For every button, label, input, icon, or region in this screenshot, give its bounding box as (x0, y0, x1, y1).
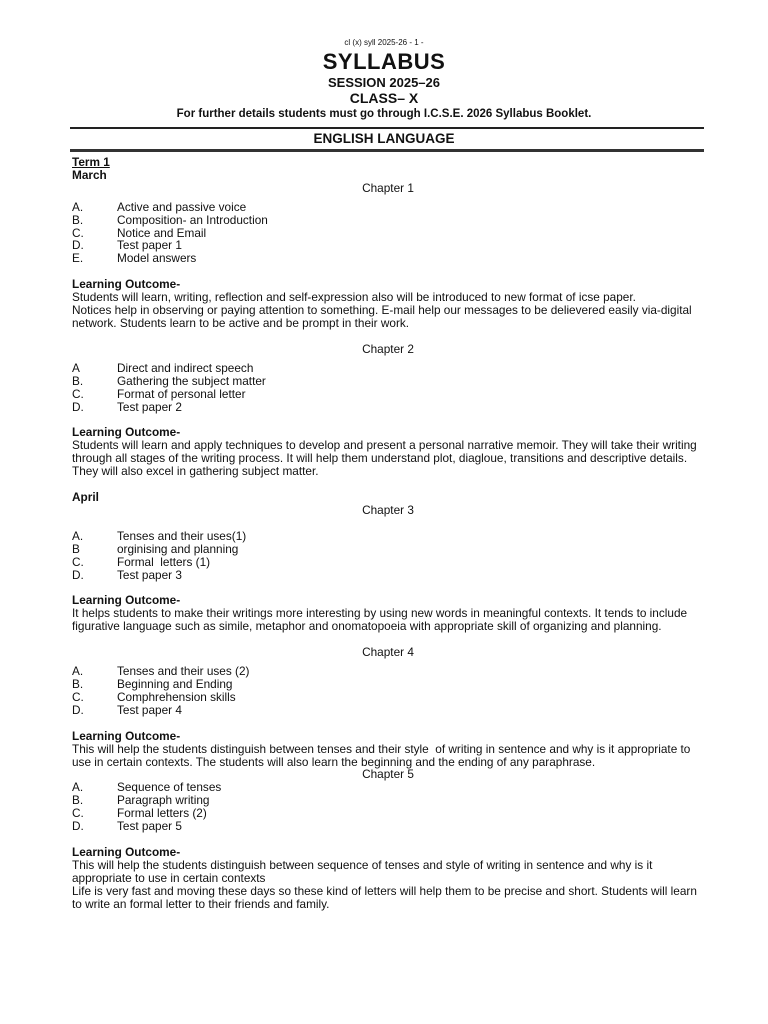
learning-outcome-text: Life is very fast and moving these days so these kind of letters will help them to be precise and short. Students will learn to write an formal letter to their friends and family. (72, 883, 697, 911)
learning-outcome-heading: Learning Outcome- (72, 277, 181, 292)
list-item (72, 678, 704, 691)
item-text: Format of personal letter (117, 386, 246, 401)
list-item (72, 214, 704, 227)
topic-list (72, 781, 704, 833)
item-text: Notice and Email (117, 225, 207, 240)
item-text: Model answers (117, 251, 197, 266)
item-letter: C. (72, 554, 84, 569)
document-reference: cl (x) syll 2025-26 - 1 - (344, 38, 424, 47)
item-letter: C. (72, 689, 84, 704)
item-letter: A. (72, 528, 84, 543)
item-letter: A. (72, 780, 84, 795)
item-letter: B (72, 541, 80, 556)
topic-list (72, 362, 704, 414)
item-letter: A. (72, 664, 84, 679)
item-text: Paragraph writing (117, 793, 210, 808)
learning-outcome-text: This will help the students distinguish between tenses and their style of writing in sentence and why is it appropriate to use in certain contexts. The students will also learn the beginning and the ending of any paraphrase. (72, 741, 694, 769)
list-item (72, 362, 704, 375)
item-letter: B. (72, 677, 84, 691)
learning-outcome-text: This will help the students distinguish between sequence of tenses and style of writing in sentence and why is it appropriate to use in certain contexts (72, 857, 653, 885)
item-text: Test paper 5 (117, 819, 182, 834)
learning-outcome-heading: Learning Outcome- (72, 593, 181, 608)
list-item (72, 820, 704, 833)
subject-heading: ENGLISH LANGUAGE (313, 131, 455, 146)
item-letter: C. (72, 806, 84, 821)
item-text: Beginning and Ending (117, 677, 233, 691)
item-letter: B. (72, 793, 84, 808)
list-item (72, 252, 704, 265)
item-text: Test paper 2 (117, 399, 182, 414)
item-text: Formal letters (2) (117, 806, 207, 821)
chapter-heading: Chapter 1 (362, 180, 414, 195)
item-text: Sequence of tenses (117, 780, 222, 795)
item-letter: D. (72, 238, 84, 253)
list-item (72, 543, 704, 556)
item-text: Gathering the subject matter (117, 373, 266, 388)
item-letter: D. (72, 702, 84, 717)
item-letter: C. (72, 386, 84, 401)
chapter-heading: Chapter 5 (362, 767, 414, 782)
item-text: Active and passive voice (117, 199, 247, 214)
item-letter: C. (72, 225, 84, 240)
item-letter: D. (72, 567, 84, 582)
list-item (72, 704, 704, 717)
learning-outcome-text: Students will learn, writing, reflection and self-expression also will be introduced to new format of icse paper. (72, 290, 636, 305)
list-item (72, 556, 704, 569)
item-letter: B. (72, 212, 84, 227)
learning-outcome-text: It helps students to make their writings more interesting by using new words in meaningful contexts. It tends to include figurative language such as simile, metaphor and onomatopoeia with appropriate skill of organizing and planning. (72, 606, 688, 634)
divider (70, 149, 704, 152)
item-letter: B. (72, 373, 84, 388)
list-item (72, 401, 704, 414)
item-text: Test paper 1 (117, 238, 182, 253)
chapter-heading: Chapter 3 (362, 502, 414, 517)
class-label: CLASS– X (349, 90, 419, 106)
topic-list (72, 530, 704, 582)
list-item (72, 375, 704, 388)
list-item (72, 691, 704, 704)
item-text: Tenses and their uses(1) (117, 528, 247, 543)
item-letter: D. (72, 399, 84, 414)
learning-outcome-heading: Learning Outcome- (72, 425, 181, 440)
learning-outcome-text: Students will learn and apply techniques to develop and present a personal narrative memoir. They will take their writing through all stages of the writing process. It will help them understand plot, diagloue, transitions and descriptive details. They will also excel in gathering subject matter. (72, 438, 697, 479)
item-text: Composition- an Introduction (117, 212, 268, 227)
session-label: SESSION 2025–26 (327, 75, 441, 90)
item-letter: A. (72, 199, 84, 214)
item-text: Comphrehension skills (117, 689, 236, 704)
month-heading: April (72, 490, 99, 505)
item-text: Test paper 4 (117, 702, 182, 717)
page-title: SYLLABUS (322, 49, 446, 74)
term-heading: Term 1 (72, 155, 110, 169)
list-item (72, 201, 704, 214)
topic-list (72, 665, 704, 717)
chapter-heading: Chapter 4 (362, 645, 414, 660)
list-item (72, 388, 704, 401)
learning-outcome-text: Notices help in observing or paying attention to something. E-mail help our messages to be delievered easily via-digital network. Students learn to be active and be prompt in their work. (72, 303, 692, 330)
syllabus-content (72, 156, 704, 911)
item-letter: D. (72, 819, 84, 834)
learning-outcome-heading: Learning Outcome- (72, 728, 181, 743)
list-item (72, 530, 704, 543)
topic-list (72, 201, 704, 266)
item-text: Formal letters (1) (117, 554, 211, 569)
item-text: orginising and planning (117, 541, 239, 556)
item-text: Direct and indirect speech (117, 360, 254, 375)
chapter-heading: Chapter 2 (362, 341, 414, 356)
item-letter: A (72, 360, 80, 375)
item-letter: E. (72, 251, 84, 266)
learning-outcome-heading: Learning Outcome- (72, 844, 181, 859)
list-item (72, 569, 704, 582)
syllabus-note: For further details students must go through I.C.S.E. 2026 Syllabus Booklet. (176, 108, 592, 120)
month-heading: March (72, 167, 107, 182)
item-text: Tenses and their uses (2) (117, 664, 250, 679)
item-text: Test paper 3 (117, 567, 182, 582)
